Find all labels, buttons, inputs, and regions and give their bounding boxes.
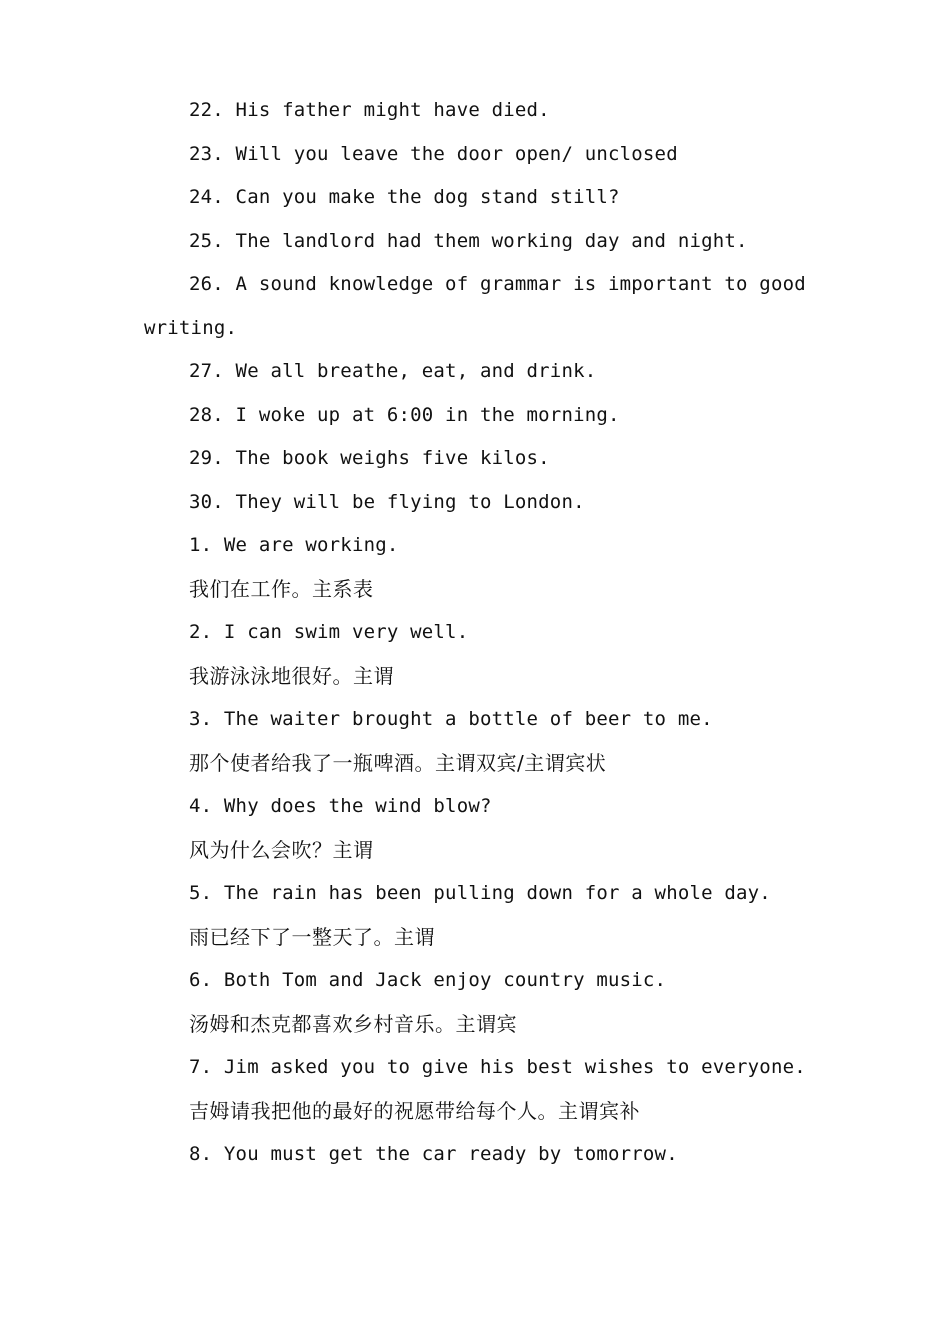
sentence-28: 28. I woke up at 6:00 in the morning. bbox=[189, 403, 620, 426]
example-2: 2. I can swim very well. bbox=[189, 621, 469, 643]
sentence-26: 26. A sound knowledge of grammar is important to good bbox=[189, 273, 806, 295]
example-4-translation: 风为什么会吹？主谓 bbox=[189, 837, 374, 862]
example-8: 8. You must get the car ready by tomorrow. bbox=[189, 1143, 678, 1165]
example-1: 1. We are working. bbox=[189, 534, 399, 556]
example-1-translation: 我们在工作。主系表 bbox=[189, 576, 374, 601]
sentence-23: 23. Will you leave the door open/ unclosed bbox=[189, 142, 678, 165]
example-4: 4. Why does the wind blow? bbox=[189, 795, 492, 817]
example-3-translation: 那个使者给我了一瓶啤酒。主谓双宾/主谓宾状 bbox=[189, 750, 607, 775]
sentence-22: 22. His father might have died. bbox=[189, 99, 550, 121]
example-5-translation: 雨已经下了一整天了。主谓 bbox=[189, 924, 435, 949]
example-3: 3. The waiter brought a bottle of beer to me. bbox=[189, 708, 713, 730]
sentence-24: 24. Can you make the dog stand still? bbox=[189, 186, 620, 208]
sentence-29: 29. The book weighs five kilos. bbox=[189, 447, 550, 469]
sentence-26-continued: writing. bbox=[144, 316, 238, 339]
sentence-30: 30. They will be flying to London. bbox=[189, 490, 585, 513]
sentence-27: 27. We all breathe, eat, and drink. bbox=[189, 360, 597, 382]
example-2-translation: 我游泳泳地很好。主谓 bbox=[189, 663, 394, 688]
example-6-translation: 汤姆和杰克都喜欢乡村音乐。主谓宾 bbox=[189, 1011, 517, 1036]
document-body bbox=[144, 89, 806, 1177]
example-5: 5. The rain has been pulling down for a whole day. bbox=[189, 882, 771, 904]
example-7: 7. Jim asked you to give his best wishes to everyone. bbox=[189, 1056, 806, 1078]
sentence-25: 25. The landlord had them working day and night. bbox=[189, 229, 748, 252]
example-6: 6. Both Tom and Jack enjoy country music. bbox=[189, 969, 667, 991]
example-7-translation: 吉姆请我把他的最好的祝愿带给每个人。主谓宾补 bbox=[189, 1098, 640, 1123]
